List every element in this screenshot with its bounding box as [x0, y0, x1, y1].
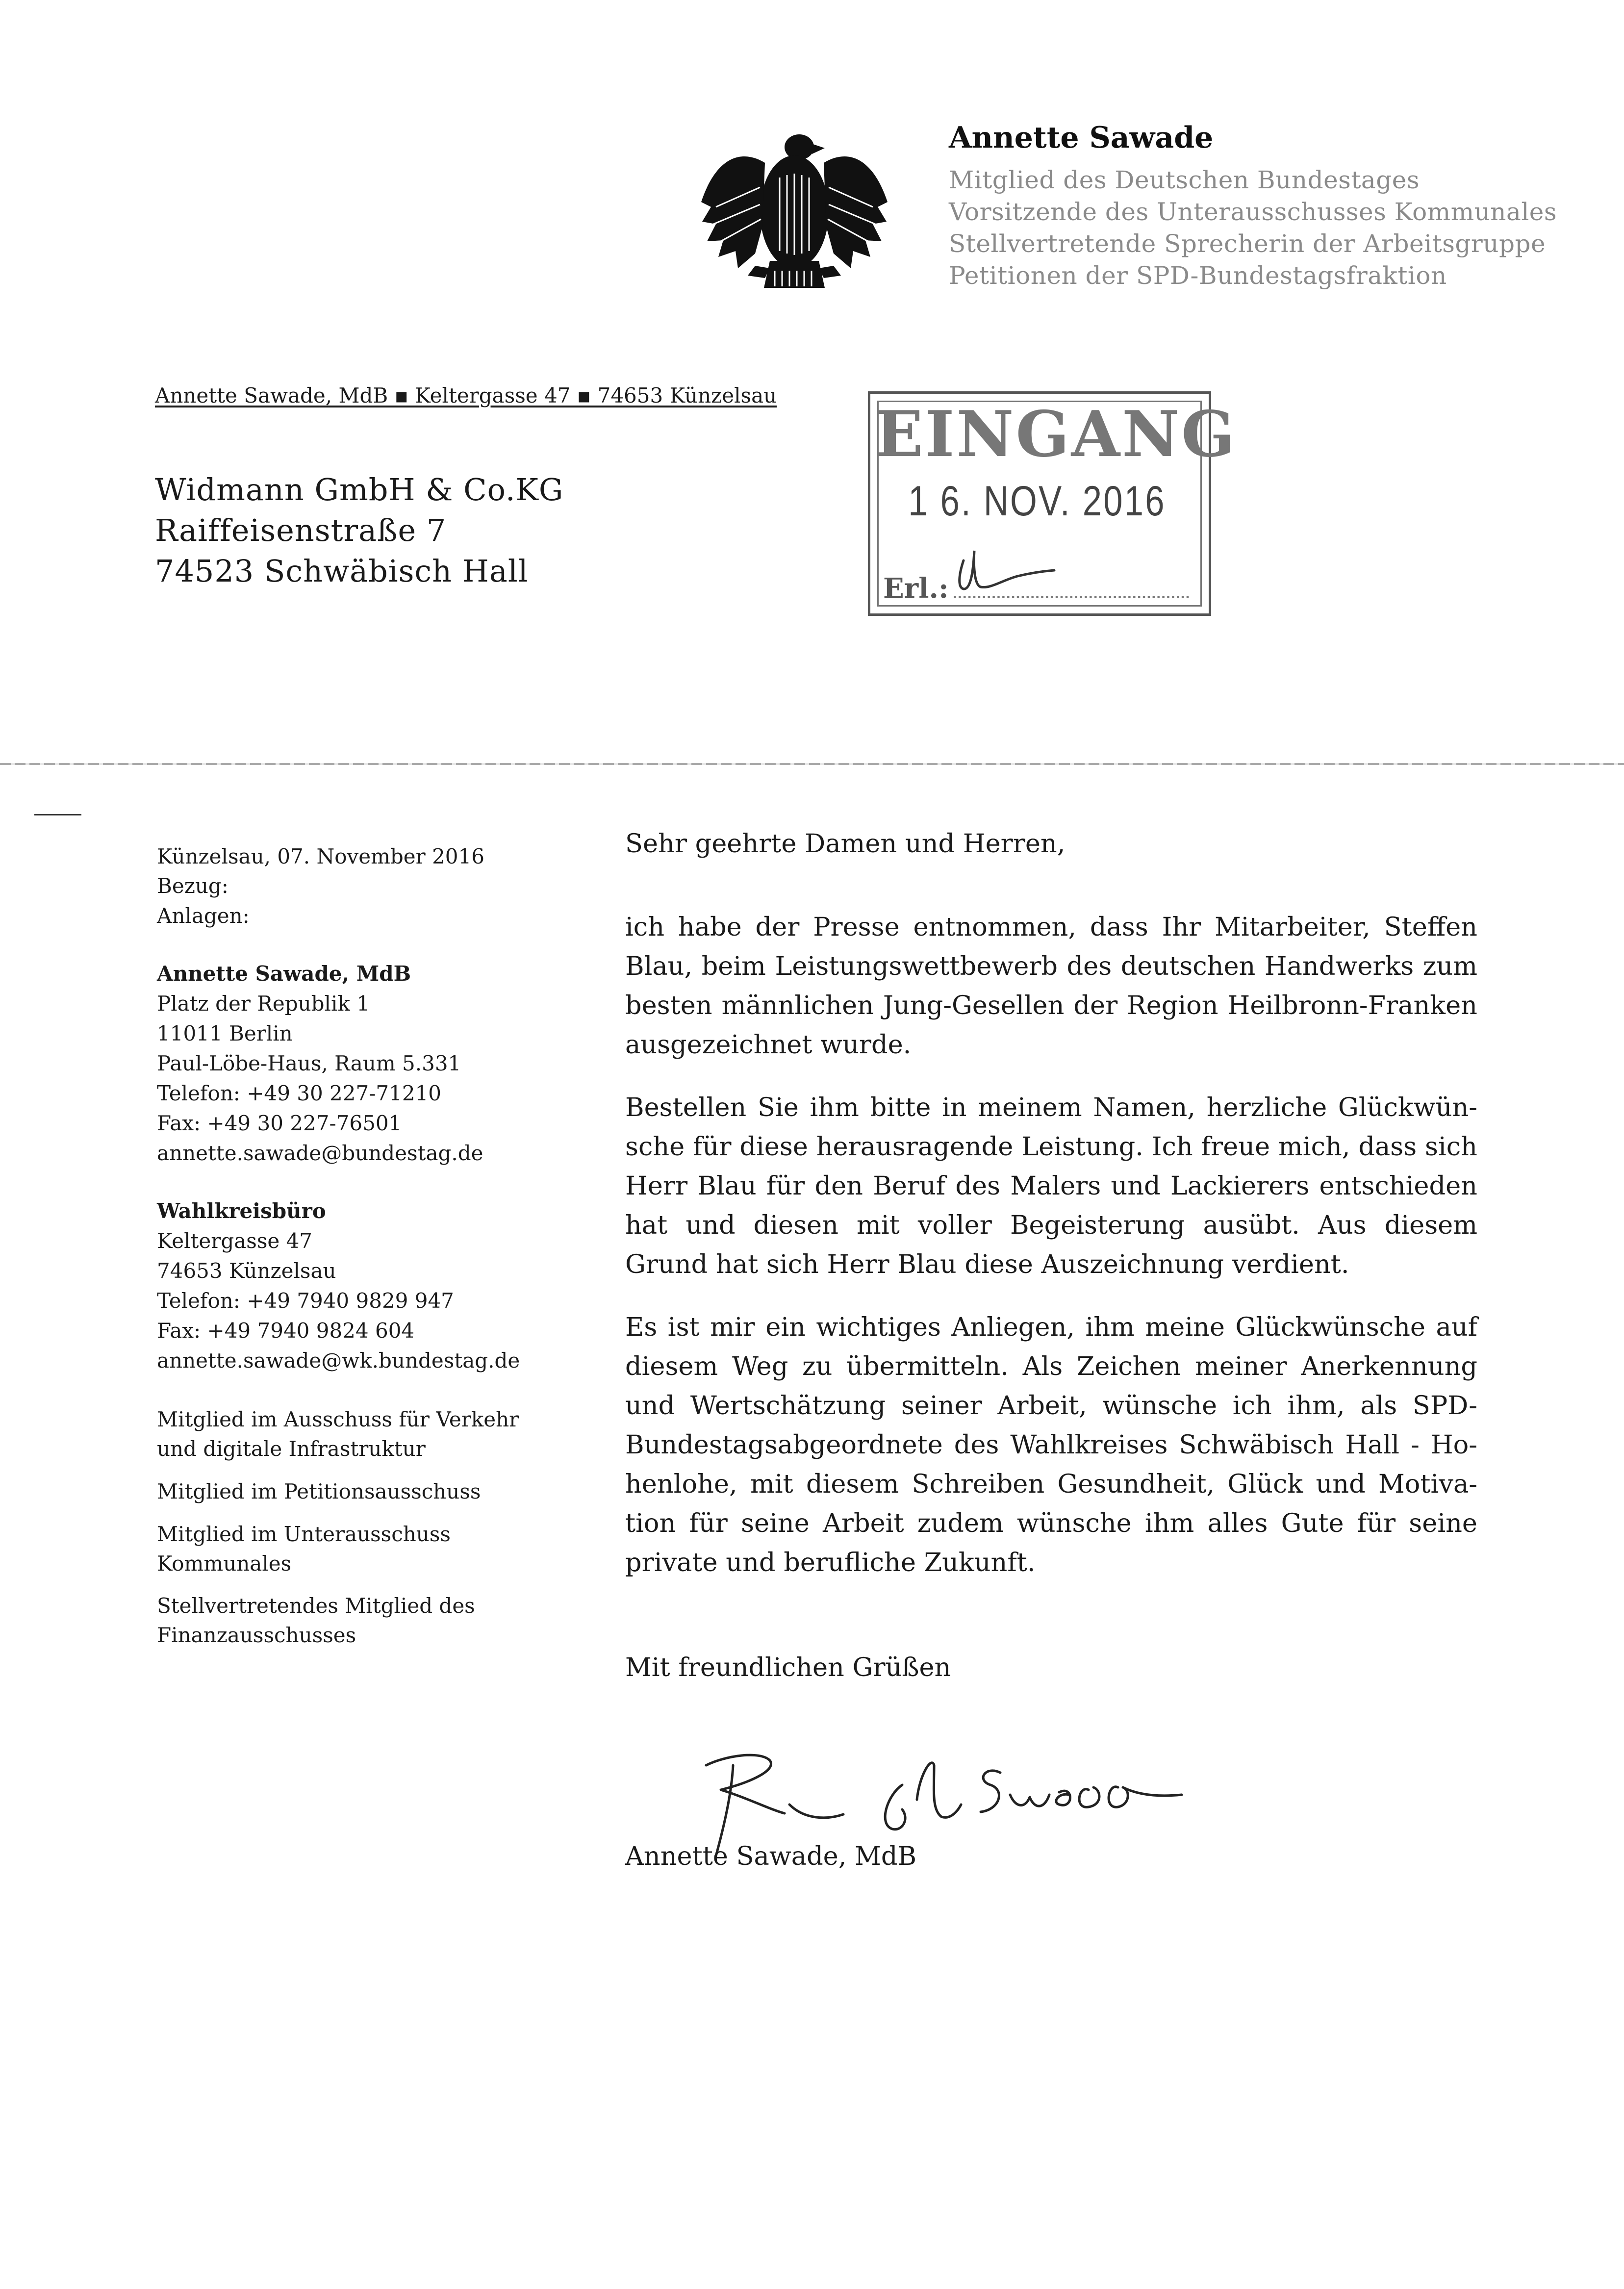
paragraph-3-line: und Wertschätzung seiner Arbeit, wünsche ich ihm, als SPD-: [625, 1391, 1477, 1421]
recipient-line: 74523 Schwäbisch Hall: [155, 553, 529, 589]
paragraph-1-line: ausgezeichnet wurde.: [625, 1030, 912, 1060]
district-office-fax: Fax: +49 7940 9824 604: [157, 1319, 415, 1343]
paragraph-3-line: diesem Weg zu übermitteln. Als Zeichen meiner Anerkennung: [625, 1351, 1477, 1381]
membership-line: Kommunales: [157, 1551, 292, 1576]
paragraph-2-line: Grund hat sich Herr Blau diese Auszeichnung verdient.: [625, 1249, 1349, 1279]
stamp-dotted-line: [954, 596, 1189, 598]
bundestag-eagle-logo: [696, 128, 892, 295]
district-office-phone: Telefon: +49 7940 9829 947: [157, 1289, 454, 1313]
paragraph-3-line: tion für seine Arbeit zudem wünsche ihm alles Gute für seine: [625, 1508, 1477, 1538]
membership-line: und digitale Infrastruktur: [157, 1437, 426, 1461]
paragraph-3-line: Bundestagsabgeordnete des Wahlkreises Schwäbisch Hall - Ho-: [625, 1430, 1477, 1460]
district-office-line: Keltergasse 47: [157, 1229, 313, 1253]
membership-line: Finanzausschusses: [157, 1623, 356, 1647]
berlin-office-email: annette.sawade@bundestag.de: [157, 1141, 483, 1165]
berlin-office-phone: Telefon: +49 30 227-71210: [157, 1081, 442, 1105]
sender-role: Vorsitzende des Unterausschusses Kommunales: [949, 198, 1557, 226]
fold-line: [0, 763, 1624, 765]
salutation: Sehr geehrte Damen und Herren,: [625, 829, 1066, 859]
district-office-line: 74653 Künzelsau: [157, 1259, 336, 1283]
paragraph-1-line: ich habe der Presse entnommen, dass Ihr Mitarbeiter, Steffen: [625, 912, 1477, 942]
stamp-initial-handwriting: [944, 536, 1057, 595]
membership-line: Stellvertretendes Mitglied des: [157, 1594, 475, 1618]
sender-role: Petitionen der SPD-Bundestagsfraktion: [949, 261, 1447, 290]
place-date: Künzelsau, 07. November 2016: [157, 844, 484, 868]
membership-line: Mitglied im Petitionsausschuss: [157, 1479, 481, 1503]
return-address: Annette Sawade, MdB ▪ Keltergasse 47 ▪ 74653 Künzelsau: [155, 383, 777, 407]
stamp-title: EINGANG: [875, 398, 1237, 471]
berlin-office-line: Platz der Republik 1: [157, 992, 370, 1016]
stamp-date: 1 6. NOV. 2016: [908, 478, 1166, 525]
district-office-email: annette.sawade@wk.bundestag.de: [157, 1348, 520, 1373]
berlin-office-line: Paul-Löbe-Haus, Raum 5.331: [157, 1051, 461, 1075]
paragraph-2-line: Bestellen Sie ihm bitte in meinem Namen, herzliche Glückwün-: [625, 1093, 1477, 1122]
paragraph-2-line: sche für diese herausragende Leistung. Ich freue mich, dass sich: [625, 1132, 1477, 1162]
paragraph-3-line: henlohe, mit diesem Schreiben Gesundheit, Glück und Motiva-: [625, 1469, 1477, 1499]
district-office-heading: Wahlkreisbüro: [157, 1199, 326, 1223]
sender-role: Stellvertretende Sprecherin der Arbeitsgruppe: [949, 229, 1546, 258]
membership-line: Mitglied im Ausschuss für Verkehr: [157, 1407, 519, 1431]
berlin-office-fax: Fax: +49 30 227-76501: [157, 1111, 402, 1135]
membership-line: Mitglied im Unterausschuss: [157, 1522, 451, 1546]
paragraph-1-line: Blau, beim Leistungswettbewerb des deutschen Handwerks zum: [625, 951, 1477, 981]
berlin-office-heading: Annette Sawade, MdB: [157, 962, 411, 986]
recipient-line: Widmann GmbH & Co.KG: [155, 472, 564, 508]
attachments-label: Anlagen:: [157, 904, 250, 928]
sender-role: Mitglied des Deutschen Bundestages: [949, 166, 1420, 194]
paragraph-2-line: Herr Blau für den Beruf des Malers und Lackierers entschieden: [625, 1171, 1477, 1201]
recipient-line: Raiffeisenstraße 7: [155, 512, 447, 548]
paragraph-1-line: besten männlichen Jung-Gesellen der Region Heilbronn-Franken: [625, 991, 1477, 1020]
paragraph-3-line: private und berufliche Zukunft.: [625, 1548, 1036, 1577]
signatory-name: Annette Sawade, MdB: [625, 1841, 917, 1871]
berlin-office-line: 11011 Berlin: [157, 1021, 293, 1045]
closing: Mit freundlichen Grüßen: [625, 1653, 951, 1682]
sender-name: Annette Sawade: [949, 121, 1214, 155]
paragraph-3-line: Es ist mir ein wichtiges Anliegen, ihm meine Glückwünsche auf: [625, 1312, 1477, 1342]
stamp-erl-label: Erl.:: [883, 572, 949, 605]
fold-mark: [34, 814, 81, 815]
paragraph-2-line: hat und diesen mit voller Begeisterung ausübt. Aus diesem: [625, 1210, 1477, 1240]
reference-label: Bezug:: [157, 874, 228, 898]
received-stamp: [868, 391, 1237, 616]
